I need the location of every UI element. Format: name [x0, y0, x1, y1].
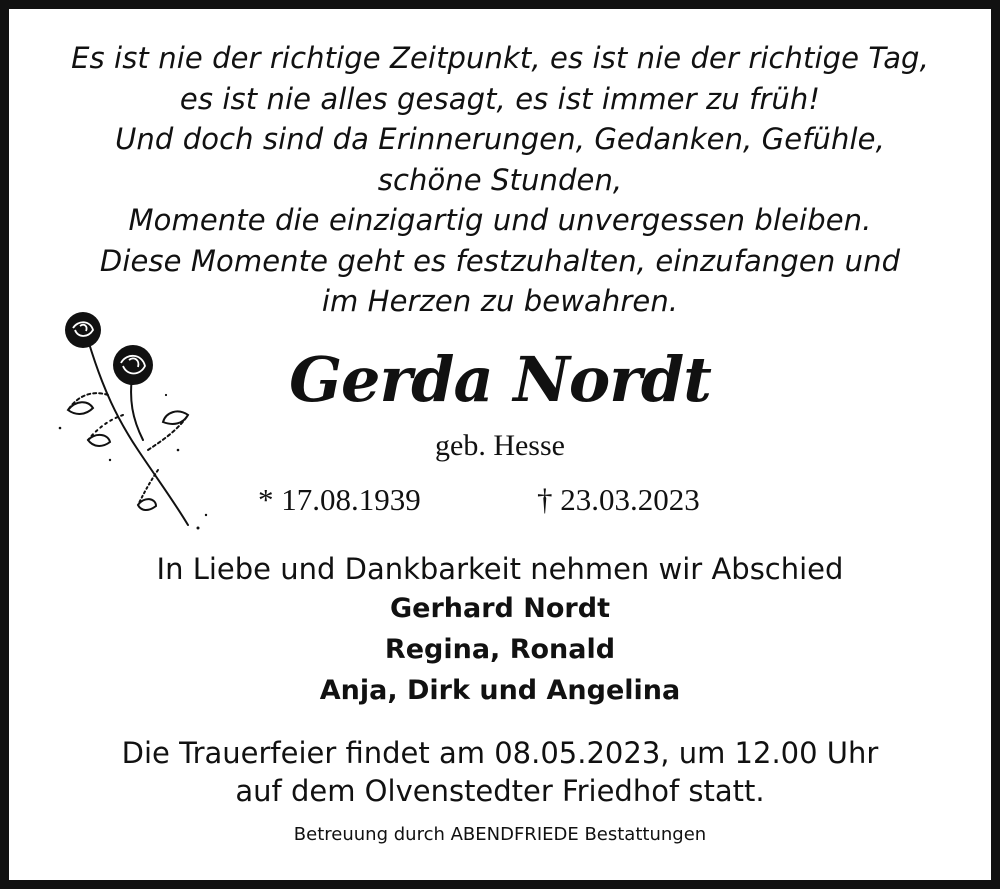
poem-line: Es ist nie der richtige Zeitpunkt, es ist nie der richtige Tag,: [71, 41, 929, 75]
ceremony-line: Die Trauerfeier findet am 08.05.2023, um 12.00 Uhr: [121, 736, 879, 770]
poem-line: Diese Momente geht es festzuhalten, einzufangen und: [99, 243, 901, 278]
undertaker-credit: Betreuung durch ABENDFRIEDE Bestattungen: [293, 824, 707, 845]
maiden-name: geb. Hesse: [435, 429, 565, 462]
poem-line: Und doch sind da Erinnerungen, Gedanken, Gefühle,: [115, 122, 885, 156]
mourner-name: Gerhard Nordt: [390, 593, 610, 624]
mourners-list: [0, 588, 1000, 711]
deceased-name: Gerda Nordt: [289, 343, 711, 416]
farewell-text: In Liebe und Dankbarkeit nehmen wir Abschied: [156, 552, 844, 586]
roses-icon: [48, 300, 218, 540]
mourner-name: Regina, Ronald: [384, 634, 616, 665]
birth-date: * 17.08.1939: [258, 482, 421, 517]
poem-line: Momente die einzigartig und unvergessen bleiben.: [128, 203, 872, 237]
mourner-name: Anja, Dirk und Angelina: [319, 675, 681, 706]
ceremony-line: auf dem Olvenstedter Friedhof statt.: [235, 774, 765, 808]
poem-line: im Herzen zu bewahren.: [321, 284, 679, 318]
poem-line: schöne Stunden,: [377, 162, 623, 197]
death-date: † 23.03.2023: [537, 482, 700, 517]
ceremony-info: [0, 734, 1000, 810]
poem: [0, 38, 1000, 322]
poem-line: es ist nie alles gesagt, es ist immer zu früh!: [179, 81, 821, 116]
